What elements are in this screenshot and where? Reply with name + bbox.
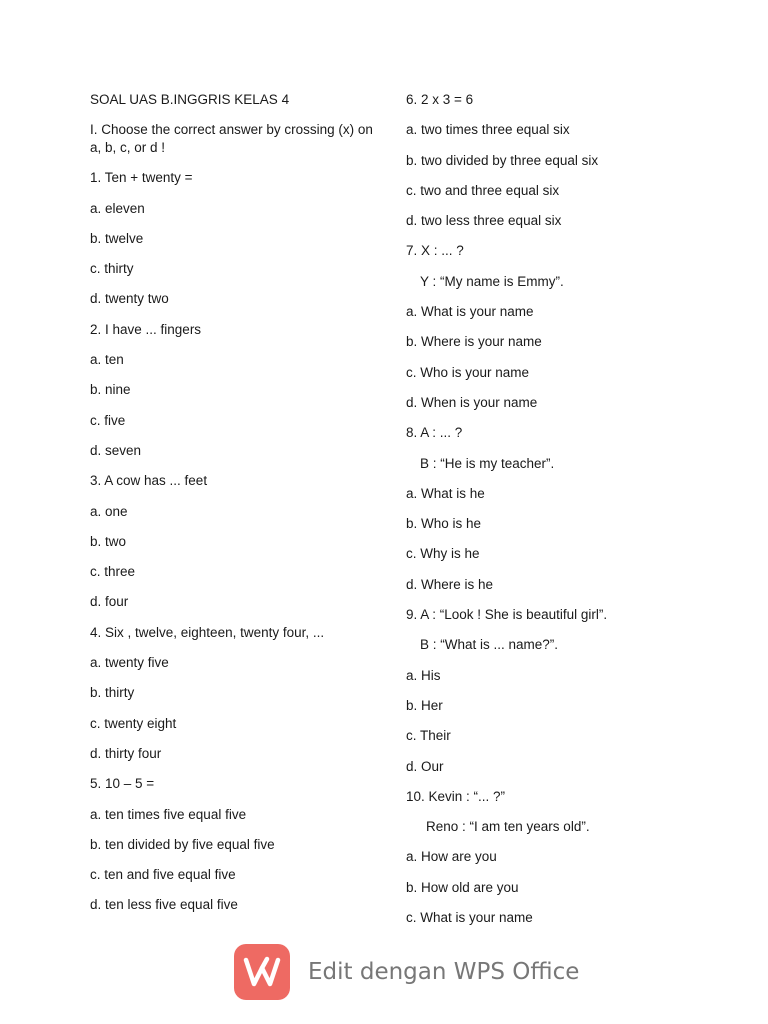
text-line: B : “He is my teacher”. [420, 455, 555, 471]
text-line: 7. X : ... ? [406, 243, 464, 259]
wps-edit-banner[interactable] [234, 942, 579, 1002]
text-line: 9. A : “Look ! She is beautiful girl”. [406, 607, 608, 623]
text-line: Y : “My name is Emmy”. [420, 273, 564, 289]
text-line: b. two divided by three equal six [406, 152, 599, 168]
text-line: b. Her [406, 697, 443, 713]
text-line: c. three [90, 564, 136, 580]
text-line: a. twenty five [90, 655, 169, 671]
text-line: b. Who is he [406, 516, 482, 532]
text-line: b. ten divided by five equal five [90, 836, 275, 852]
text-line: d. Our [406, 758, 444, 774]
edit-with-wps-label[interactable]: Edit dengan WPS Office [308, 959, 580, 985]
text-line: b. thirty [90, 685, 135, 701]
text-line: 6. 2 x 3 = 6 [406, 92, 474, 107]
text-line: a. ten [90, 352, 124, 368]
text-line: d. Where is he [406, 576, 494, 592]
text-line: a. What is he [406, 485, 485, 501]
text-line: SOAL UAS B.INGGRIS KELAS 4 [90, 92, 290, 107]
wps-office-logo-icon[interactable] [234, 944, 290, 1000]
right-column [406, 91, 736, 939]
text-line: d. When is your name [406, 394, 538, 410]
text-line: c. Who is your name [406, 364, 530, 380]
text-line: b. two [90, 533, 127, 549]
text-line: a. His [406, 667, 441, 683]
text-line: c. Why is he [406, 546, 480, 562]
text-line: c. two and three equal six [406, 182, 560, 198]
text-line: Reno : “I am ten years old”. [426, 819, 590, 835]
text-line: b. Where is your name [406, 334, 542, 350]
text-line: d. seven [90, 442, 142, 458]
text-line: c. ten and five equal five [90, 867, 236, 883]
text-line: 4. Six , twelve, eighteen, twenty four, ... [90, 624, 325, 640]
text-line: 2. I have ... fingers [90, 321, 202, 337]
text-line: c. twenty eight [90, 715, 177, 731]
text-line: a. ten times five equal five [90, 806, 247, 822]
text-line: d. thirty four [90, 745, 162, 761]
text-line: a. eleven [90, 200, 145, 216]
text-line: b. How old are you [406, 879, 519, 895]
text-line: d. four [90, 594, 129, 610]
text-line: b. nine [90, 382, 131, 398]
text-line: c. Their [406, 728, 451, 744]
text-line: a. What is your name [406, 304, 534, 320]
left-column [90, 91, 380, 927]
text-line: 3. A cow has ... feet [90, 473, 208, 489]
text-line: B : “What is ... name?”. [420, 637, 559, 653]
text-line: a. two times three equal six [406, 122, 570, 138]
text-line: d. two less three equal six [406, 213, 562, 229]
text-line: I. Choose the correct answer by crossing (x) on a, b, c, or d ! [90, 122, 373, 156]
text-line: c. thirty [90, 261, 134, 277]
text-line: a. one [90, 503, 128, 519]
text-line: c. What is your name [406, 910, 533, 926]
text-line: a. How are you [406, 849, 497, 865]
text-line: 8. A : ... ? [406, 425, 463, 441]
text-line: d. twenty two [90, 291, 169, 307]
text-line: c. five [90, 412, 126, 428]
text-line: 10. Kevin : “... ?” [406, 788, 506, 804]
text-line: b. twelve [90, 230, 144, 246]
text-line: 5. 10 – 5 = [90, 776, 155, 792]
text-line: d. ten less five equal five [90, 897, 238, 913]
text-line: 1. Ten + twenty = [90, 170, 193, 186]
